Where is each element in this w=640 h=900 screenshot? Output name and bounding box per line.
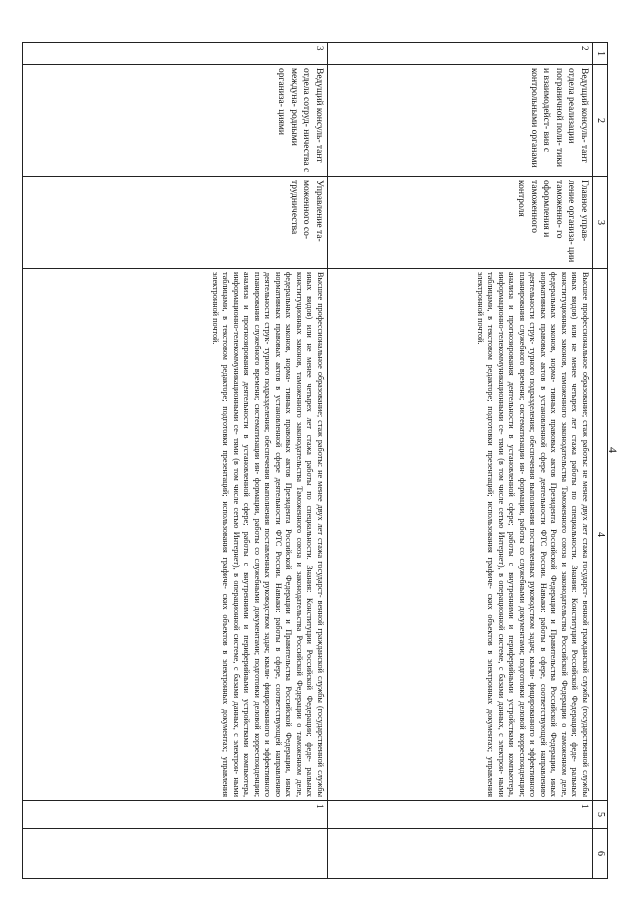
column-6-value <box>328 829 593 879</box>
department-name: Управление та- моженного со- трудничества <box>23 177 328 269</box>
column-header-1: 1 <box>593 43 608 65</box>
column-6-value <box>23 829 328 879</box>
row-number: 3 <box>23 43 328 65</box>
column-header-3: 3 <box>593 177 608 269</box>
column-header-5: 5 <box>593 801 608 829</box>
column-5-value: 1 <box>328 801 593 829</box>
qualification-requirements: Высшее профессиональное образование; стаж работы: не менее двух лет стажа государст- венной гражданской службы (государственной службы иных видов) или не менее четырех лет стажа работы по специальности. Знания: Конституции Российской Федерации; феде- ральных конституционных законов, таможенного законодательства Таможенного союза и законодательства Российской Федерации о таможенном деле, федеральных законов, норма- тивных правовых актов Президента Российской Федерации и Правительства Российской Федерации, иных нормативных правовых актов в установленной сфере деятельности ФТС России. Навыки: работы в сфере, соответствующей направлению деятельности струк- турного подразделения; обеспечения выполнения поставленных руководством задач; квали- фицированного и эффективного планирования служебного времени; систематизации ин- формации, работы со служебными документами; подготовки деловой корреспонденции; анализа и прогнозирования деятельности в установленной сфере; работы с внутренними и периферийными устройствами компьютера, информационно-телекоммуникационными се- тями (в том числе сетью Интернет), в операционной системе, с базами данных, с электрон- ными таблицами, в текстовом редакторе; подготовки презентаций; использования графиче- ских объектов в электронных документах; управления электронной почтой. <box>23 269 328 801</box>
department-name: Главное управ- ление организа- ции таможенно- го оформления и таможенного контроля <box>328 177 593 269</box>
column-header-2: 2 <box>593 65 608 177</box>
page-number: 4 <box>606 447 620 453</box>
qualification-requirements: Высшее профессиональное образование; стаж работы: не менее двух лет стажа государст- венной гражданской службы (государственной службы иных видов) или не менее четырех лет стажа работы по специальности. Знания: Конституции Российской Федерации; феде- ральных конституционных законов, таможенного законодательства Таможенного союза и законодательства Российской Федерации о таможенном деле, федеральных законов, норма- тивных правовых актов Президента Российской Федерации и Правительства Российской Федерации, иных нормативных правовых актов в установленной сфере деятельности ФТС России. Навыки: работы в сфере, соответствующей направлению деятельности струк- турного подразделения; обеспечения выполнения поставленных руководством задач; квали- фицированного и эффективного планирования служебного времени; систематизации ин- формации, работы со служебными документами; подготовки деловой корреспонденции; анализа и прогнозирования деятельности в установленной сфере; работы с внутренними и периферийными устройствами компьютера, информационно-телекоммуникационными се- тями (в том числе сетью Интернет), в операционной системе, с базами данных, с электрон- ными таблицами, в текстовом редакторе; подготовки презентаций; использования графиче- ских объектов в электронных документах; управления электронной почтой. <box>328 269 593 801</box>
column-5-value: 1 <box>23 801 328 829</box>
row-number: 2 <box>328 43 593 65</box>
table-row <box>328 43 593 879</box>
position-title: Ведущий консуль- тант отдела реализации пограничной поли- тики и взаимодейст- вия с контрольными органами <box>328 65 593 177</box>
position-title: Ведущий консуль- тант отдела сотруд- ничества с междуна- родными организа- циями <box>23 65 328 177</box>
table-row <box>23 43 328 879</box>
positions-table <box>22 42 608 879</box>
column-header-6: 6 <box>593 829 608 879</box>
column-header-4: 4 <box>593 269 608 801</box>
table-header-row <box>593 43 608 879</box>
